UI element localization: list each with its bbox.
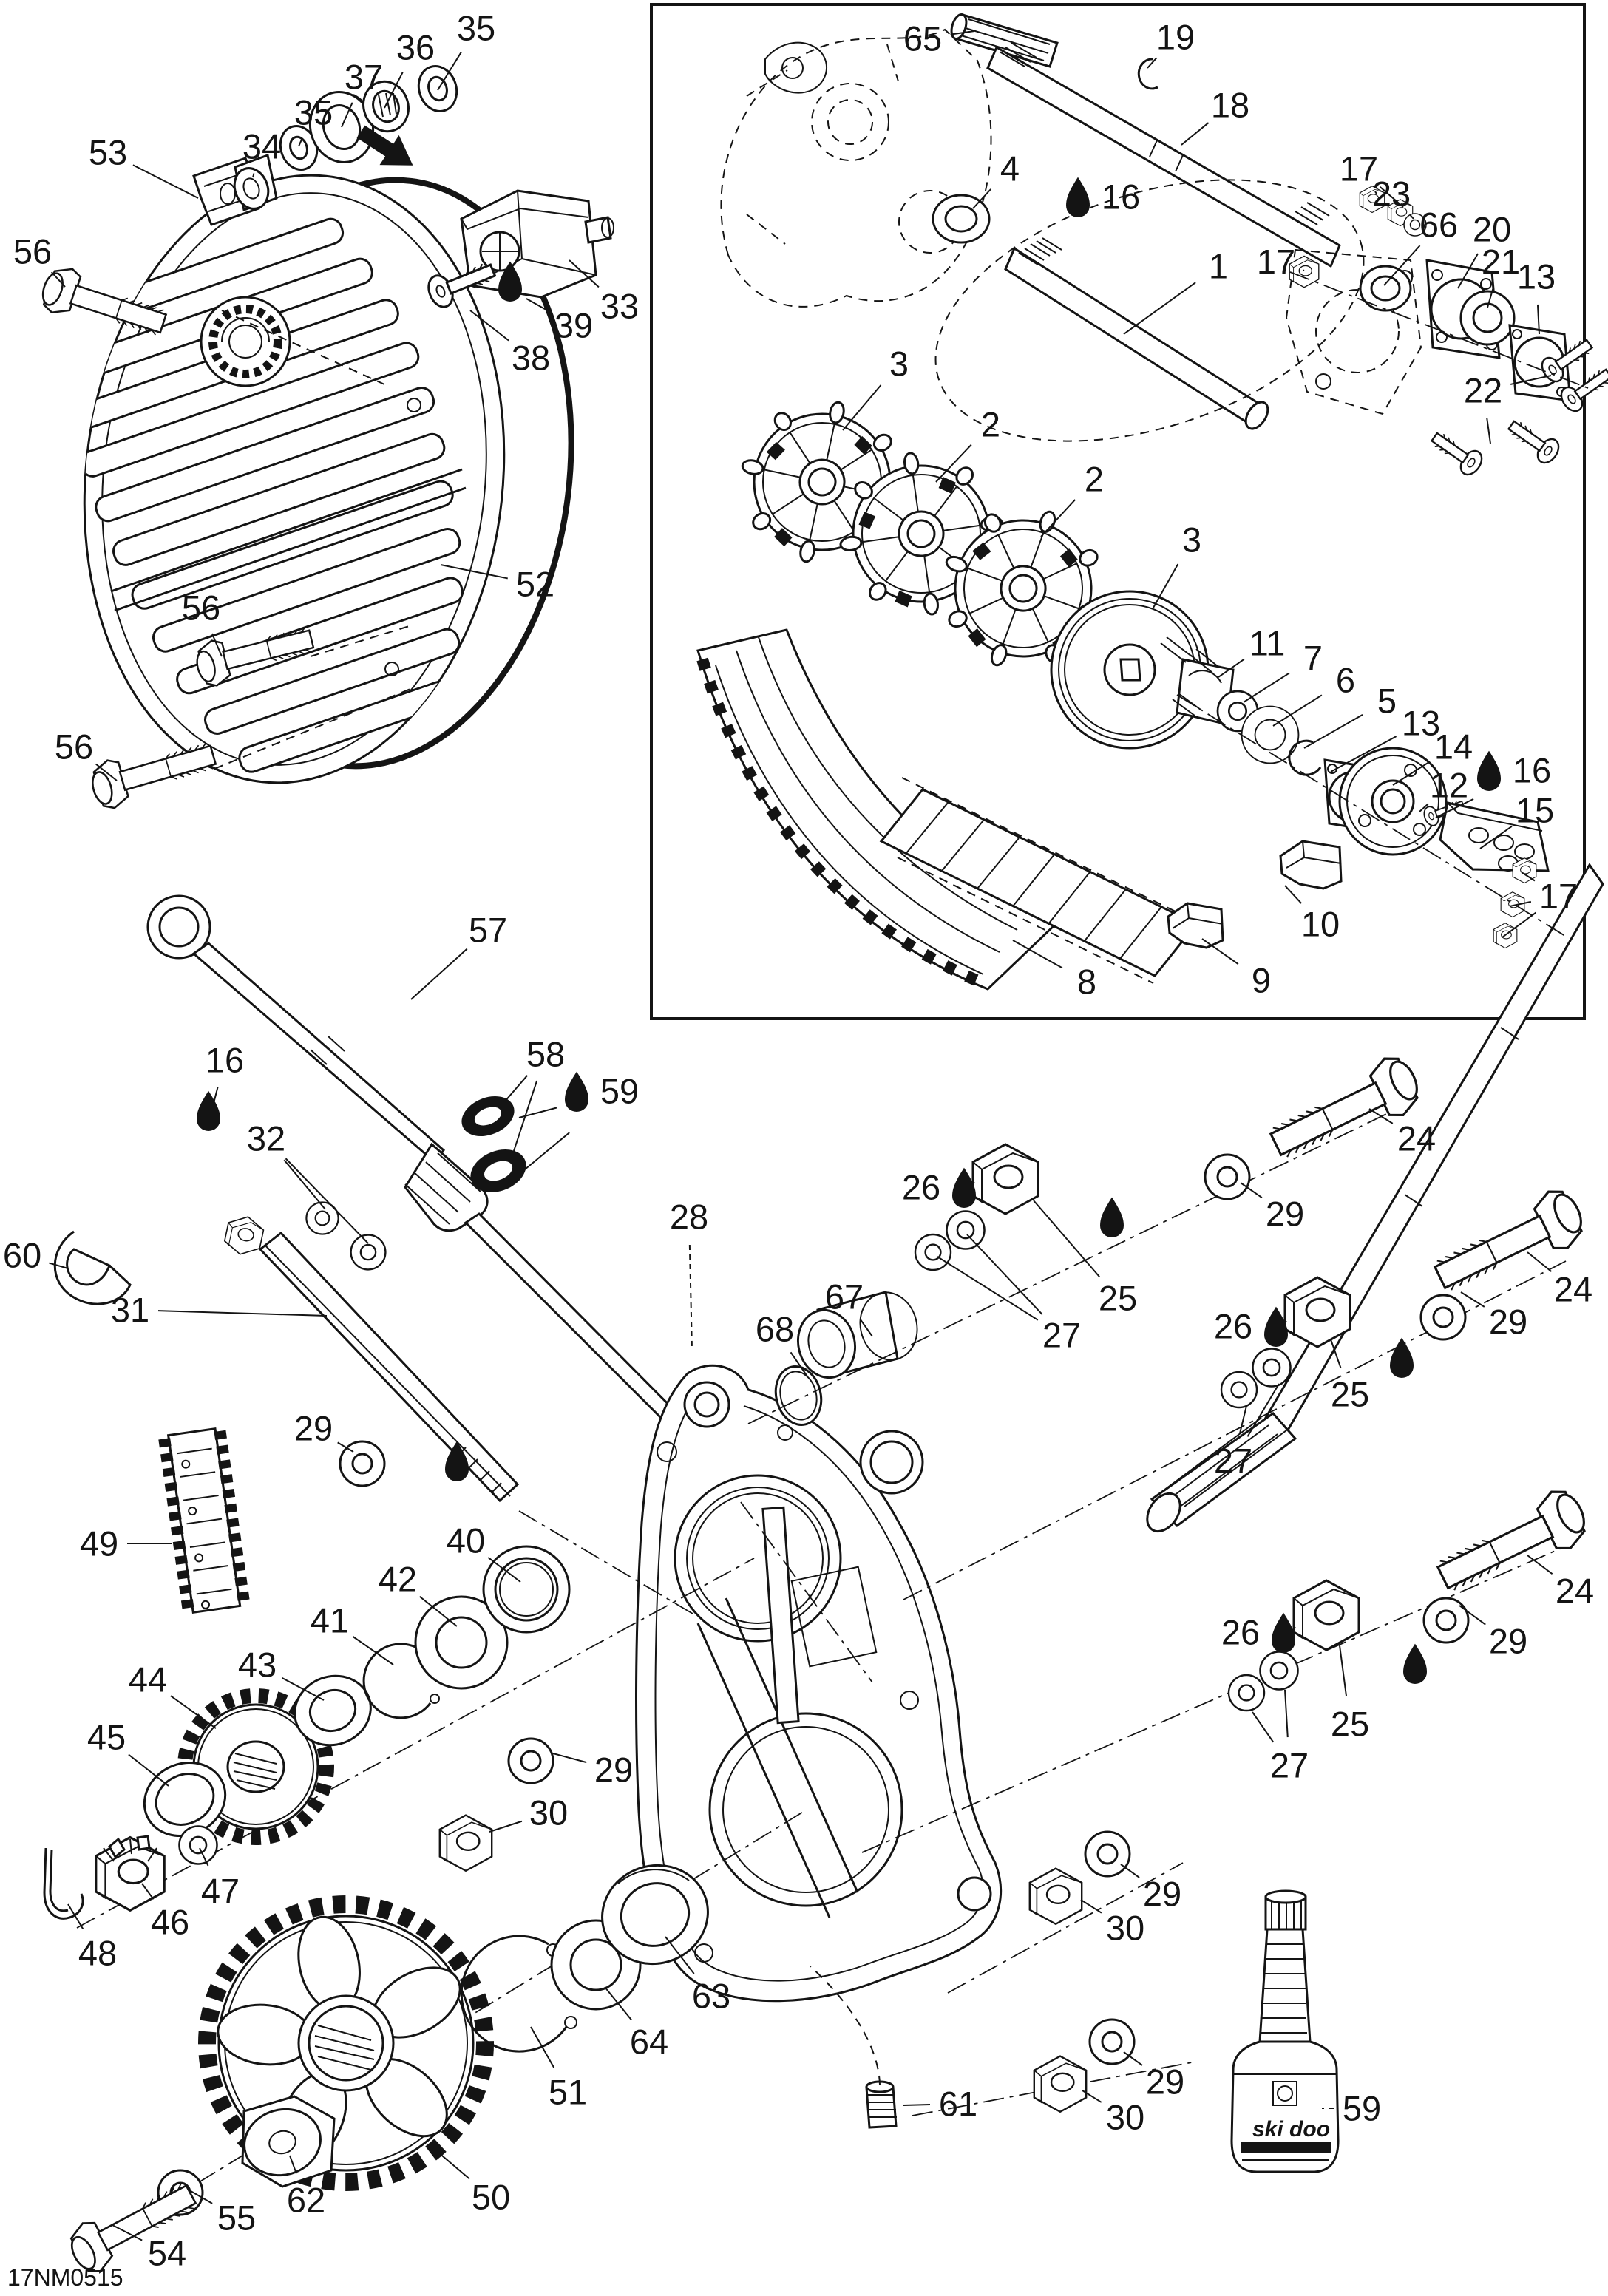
callout-5: 5: [1377, 681, 1397, 721]
leader-line: [843, 385, 881, 430]
leader-line: [158, 1311, 327, 1316]
leader-line: [284, 1160, 325, 1209]
callout-25: 25: [1098, 1278, 1138, 1318]
drive-chain: [164, 1428, 245, 1613]
callout-66: 66: [1419, 205, 1459, 245]
chaincase-cover: [31, 154, 533, 804]
callout-13: 13: [1401, 703, 1441, 743]
callout-9: 9: [1251, 960, 1272, 1000]
callout-13: 13: [1516, 257, 1556, 296]
oil-drop-icon: [1100, 1198, 1124, 1237]
cover-emblem: [201, 297, 290, 386]
oil-drop-icon: [1272, 1613, 1295, 1653]
callout-61: 61: [938, 2084, 978, 2124]
callout-58: 58: [526, 1034, 566, 1074]
callout-46: 46: [150, 1902, 190, 1942]
callout-35: 35: [294, 92, 333, 132]
leader-line: [519, 1108, 557, 1118]
callout-55: 55: [217, 2198, 257, 2238]
leader-line: [353, 1637, 393, 1665]
callout-25: 25: [1330, 1374, 1370, 1414]
leader-line: [1285, 1690, 1288, 1737]
callout-29: 29: [594, 1750, 634, 1790]
callout-43: 43: [237, 1645, 277, 1685]
callout-32: 32: [246, 1118, 286, 1158]
callout-26: 26: [1213, 1306, 1253, 1346]
callout-29: 29: [1142, 1874, 1182, 1914]
counter-shaft: [988, 43, 1340, 266]
leader-line: [553, 1753, 586, 1762]
callout-3: 3: [1181, 520, 1202, 560]
callout-35: 35: [456, 8, 496, 48]
callout-60: 60: [2, 1235, 42, 1275]
callout-45: 45: [86, 1717, 126, 1757]
leader-line: [1124, 282, 1195, 334]
callout-6: 6: [1335, 660, 1356, 700]
castle-nut: [96, 1836, 164, 1910]
leader-line: [690, 1245, 692, 1350]
callout-27: 27: [1213, 1441, 1253, 1481]
callout-30: 30: [529, 1793, 569, 1833]
oil-seal: [933, 195, 989, 242]
washer: [413, 61, 463, 116]
callout-14: 14: [1434, 727, 1473, 767]
callout-17: 17: [1539, 876, 1578, 916]
callout-56: 56: [54, 727, 94, 767]
callout-62: 62: [286, 2180, 326, 2220]
spacer: [237, 2096, 334, 2187]
callout-4: 4: [1000, 149, 1020, 188]
callout-28: 28: [669, 1197, 709, 1237]
callout-27: 27: [1269, 1745, 1309, 1785]
engine-silhouette: [721, 30, 991, 307]
callout-39: 39: [554, 305, 594, 345]
leader-line: [489, 1821, 522, 1832]
callout-24: 24: [1553, 1269, 1593, 1309]
callout-15: 15: [1515, 790, 1555, 830]
callout-8: 8: [1076, 962, 1097, 1002]
leader-line: [1034, 1200, 1099, 1277]
callout-50: 50: [471, 2177, 511, 2217]
callout-29: 29: [1488, 1302, 1528, 1342]
leader-line: [1081, 1900, 1102, 1913]
leader-line: [133, 165, 198, 198]
callout-22: 22: [1463, 370, 1503, 410]
leader-line: [531, 2027, 554, 2068]
callout-11: 11: [1249, 623, 1286, 663]
callout-64: 64: [629, 2022, 669, 2062]
flange-bearing: [1461, 291, 1514, 344]
callout-30: 30: [1105, 2097, 1145, 2137]
callout-17: 17: [1339, 149, 1379, 188]
callout-36: 36: [396, 27, 435, 67]
oil-drop-icon: [1477, 751, 1501, 791]
callout-30: 30: [1105, 1908, 1145, 1948]
engine-manifold: [765, 43, 827, 93]
cotter-pin: [44, 1848, 83, 1918]
oil-drop-icon: [197, 1091, 220, 1131]
callout-51: 51: [548, 2072, 588, 2112]
slider-block: [1280, 841, 1341, 889]
callout-2: 2: [1084, 459, 1105, 499]
leader-line: [1244, 673, 1289, 702]
callout-2: 2: [980, 404, 1001, 444]
leader-line: [411, 948, 467, 999]
callout-59: 59: [1342, 2088, 1382, 2128]
callout-1: 1: [1208, 246, 1229, 286]
callout-24: 24: [1397, 1118, 1436, 1158]
callout-18: 18: [1210, 85, 1250, 125]
leader-line: [171, 1696, 216, 1728]
leader-line: [1252, 1712, 1273, 1742]
leader-line: [500, 1076, 527, 1107]
callout-38: 38: [511, 338, 551, 378]
callout-27: 27: [1042, 1315, 1082, 1355]
callout-63: 63: [691, 1976, 731, 2016]
callout-29: 29: [1488, 1621, 1528, 1661]
oil-drop-icon: [1403, 1644, 1427, 1684]
oil-bottle: [1232, 1891, 1338, 2172]
leader-line: [967, 1234, 1042, 1314]
callout-52: 52: [515, 564, 555, 604]
callout-17: 17: [1256, 242, 1296, 282]
callout-23: 23: [1371, 174, 1411, 214]
leader-line: [525, 1132, 569, 1169]
callout-54: 54: [147, 2233, 187, 2273]
bolt-set-1: [915, 1050, 1427, 1270]
leader-line: [937, 1257, 1038, 1320]
seal: [484, 1546, 569, 1632]
callout-68: 68: [755, 1309, 795, 1349]
callout-57: 57: [468, 910, 508, 950]
leader-line: [1340, 1645, 1346, 1696]
leader-line: [1121, 1864, 1139, 1878]
callout-12: 12: [1429, 765, 1469, 805]
callout-59: 59: [600, 1071, 640, 1111]
callout-26: 26: [901, 1167, 941, 1207]
callout-19: 19: [1156, 17, 1195, 57]
callout-41: 41: [310, 1600, 350, 1640]
leader-line: [512, 1081, 537, 1158]
callout-16: 16: [1512, 750, 1552, 790]
callout-31: 31: [110, 1290, 150, 1330]
oil-drop-icon: [1066, 177, 1090, 217]
leader-line: [433, 2148, 469, 2178]
leader-line: [1487, 418, 1490, 444]
callout-16: 16: [1101, 177, 1141, 217]
leader-line: [1181, 123, 1209, 145]
callout-48: 48: [78, 1933, 118, 1973]
callout-21: 21: [1481, 242, 1521, 282]
callout-44: 44: [128, 1660, 168, 1699]
leader-line: [1303, 270, 1304, 271]
callout-7: 7: [1303, 638, 1323, 678]
callout-42: 42: [378, 1559, 418, 1599]
oil-drop-icon: [1390, 1338, 1414, 1378]
leader-line: [1285, 886, 1301, 903]
callout-34: 34: [242, 126, 282, 166]
callout-49: 49: [79, 1524, 119, 1563]
callout-56: 56: [13, 231, 52, 271]
callout-29: 29: [294, 1408, 333, 1448]
callout-53: 53: [88, 132, 128, 172]
circlip-small: [1289, 741, 1320, 775]
leader-line: [49, 1263, 68, 1268]
callout-25: 25: [1330, 1704, 1370, 1744]
callout-47: 47: [200, 1871, 240, 1911]
oil-drop-icon: [565, 1072, 588, 1112]
callout-33: 33: [600, 286, 640, 326]
callout-56: 56: [181, 588, 221, 628]
jackshaft: [1141, 865, 1603, 1538]
callout-67: 67: [824, 1277, 864, 1317]
callout-20: 20: [1472, 209, 1512, 249]
callout-3: 3: [889, 344, 909, 384]
callout-16: 16: [205, 1040, 245, 1080]
callout-65: 65: [903, 18, 943, 58]
callout-26: 26: [1221, 1612, 1261, 1652]
callout-29: 29: [1265, 1194, 1305, 1234]
leader-line: [1527, 1252, 1551, 1271]
oring: [455, 1089, 520, 1144]
leader-line: [1461, 1292, 1485, 1307]
callout-24: 24: [1555, 1571, 1595, 1611]
callout-37: 37: [344, 57, 384, 97]
callout-29: 29: [1145, 2062, 1185, 2102]
bottle-brand: ski doo: [1252, 2117, 1331, 2142]
callout-10: 10: [1300, 904, 1340, 944]
belt-outline: [903, 131, 1397, 490]
figure-code: 17NM0515: [7, 2264, 123, 2291]
leader-line: [1304, 715, 1363, 748]
callout-40: 40: [446, 1521, 486, 1560]
